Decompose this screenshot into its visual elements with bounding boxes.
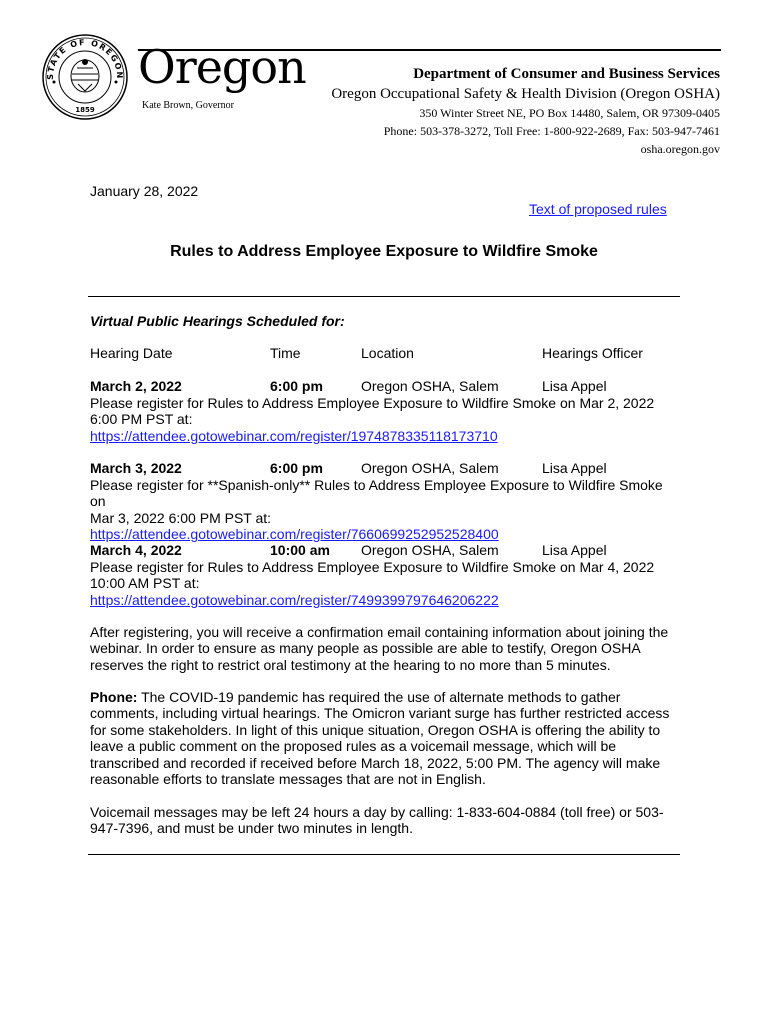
division-name: Oregon Occupational Safety & Health Division (Oregon OSHA) (331, 86, 720, 102)
phone-label: Phone: (90, 689, 138, 705)
registration-link[interactable]: https://attendee.gotowebinar.com/register/7499399797646206222 (90, 591, 499, 608)
paragraph-line: webinar. In order to ensure as many people as possible are able to testify, Oregon OSHA (90, 640, 641, 657)
hearing-line: Mar 3, 2022 6:00 PM PST at: (90, 509, 272, 526)
governor-name: Kate Brown, Governor (142, 100, 234, 111)
hearing-date: March 4, 2022 (90, 542, 182, 558)
hearing-officer: Lisa Appel (542, 542, 607, 558)
hearing-description (90, 395, 682, 444)
paragraph-text: The COVID-19 pandemic has required the use of alternate methods to gather (137, 689, 621, 705)
paragraph-line: comments, including virtual hearings. The Omicron variant surge has further restricted access (90, 705, 670, 722)
proposed-rules-link[interactable]: Text of proposed rules (529, 201, 667, 217)
hearing-description (90, 559, 682, 608)
hearing-row (90, 378, 690, 396)
department-name: Department of Consumer and Business Services (413, 66, 720, 82)
oregon-state-seal-icon (42, 34, 128, 120)
hearing-line: Please register for Rules to Address Employee Exposure to Wildfire Smoke on Mar 2, 2022 (90, 395, 655, 411)
paragraph-line: 947-7396, and must be under two minutes in length. (90, 820, 413, 837)
hearing-time: 6:00 pm (270, 460, 323, 476)
agency-address: 350 Winter Street NE, PO Box 14480, Salem, OR 97309-0405 (419, 106, 720, 120)
header-officer: Hearings Officer (542, 345, 643, 361)
paragraph-line: reserves the right to restrict oral testimony at the hearing to no more than 5 minutes. (90, 656, 611, 673)
agency-phone: Phone: 503-378-3272, Toll Free: 1-800-922-2689, Fax: 503-947-7461 (383, 124, 720, 138)
seal-year: 1859 (75, 106, 95, 114)
hearing-description (90, 477, 682, 543)
agency-block (280, 64, 720, 158)
table-header-row (90, 345, 690, 363)
oregon-wordmark: Oregon (138, 40, 306, 94)
top-divider (88, 296, 680, 297)
phone-paragraph (90, 689, 682, 787)
hearing-officer: Lisa Appel (542, 460, 607, 476)
hearing-time: 6:00 pm (270, 378, 323, 394)
voicemail-paragraph (90, 804, 682, 837)
hearing-line: Please register for **Spanish-only** Rules to Address Employee Exposure to Wildfire Smoke on (90, 477, 663, 510)
registration-link[interactable]: https://attendee.gotowebinar.com/register/1974878335118173710 (90, 427, 498, 444)
hearing-row (90, 542, 690, 560)
bottom-divider (88, 854, 680, 855)
agency-website: osha.oregon.gov (640, 142, 720, 156)
header-time: Time (270, 345, 301, 361)
hearing-location: Oregon OSHA, Salem (361, 378, 499, 394)
header-hearing-date: Hearing Date (90, 345, 173, 361)
letter-date: January 28, 2022 (90, 183, 199, 199)
hearing-location: Oregon OSHA, Salem (361, 460, 499, 476)
section-title: Virtual Public Hearings Scheduled for: (90, 313, 345, 329)
hearing-officer: Lisa Appel (542, 378, 607, 394)
paragraph-line: leave a public comment on the proposed rules as a voicemail message, which will be (90, 738, 617, 755)
hearing-time: 10:00 am (270, 542, 330, 558)
hearing-line: 6:00 PM PST at: (90, 411, 193, 428)
hearing-location: Oregon OSHA, Salem (361, 542, 499, 558)
after-registering-paragraph (90, 624, 682, 673)
paragraph-line (90, 689, 682, 705)
seal-top-text: STATE OF OREGON (45, 37, 125, 80)
header-location: Location (361, 345, 414, 361)
hearing-row (90, 460, 690, 478)
document-title: Rules to Address Employee Exposure to Wildfire Smoke (170, 243, 598, 260)
registration-link[interactable]: https://attendee.gotowebinar.com/register/7660699252952528400 (90, 526, 499, 543)
paragraph-line: for some stakeholders. In light of this unique situation, Oregon OSHA is offering the ability to (90, 721, 661, 738)
paragraph-line: After registering, you will receive a confirmation email containing information about joining the (90, 624, 669, 640)
paragraph-line: reasonable efforts to translate messages that are not in English. (90, 771, 486, 788)
paragraph-line: transcribed and recorded if received before March 18, 2022, 5:00 PM. The agency will make (90, 754, 661, 771)
hearing-date: March 2, 2022 (90, 378, 182, 394)
hearing-line: 10:00 AM PST at: (90, 575, 200, 592)
hearing-line: Please register for Rules to Address Employee Exposure to Wildfire Smoke on Mar 4, 2022 (90, 559, 655, 575)
paragraph-line: Voicemail messages may be left 24 hours a day by calling: 1-833-604-0884 (toll free) or 503- (90, 804, 664, 820)
hearing-date: March 3, 2022 (90, 460, 182, 476)
